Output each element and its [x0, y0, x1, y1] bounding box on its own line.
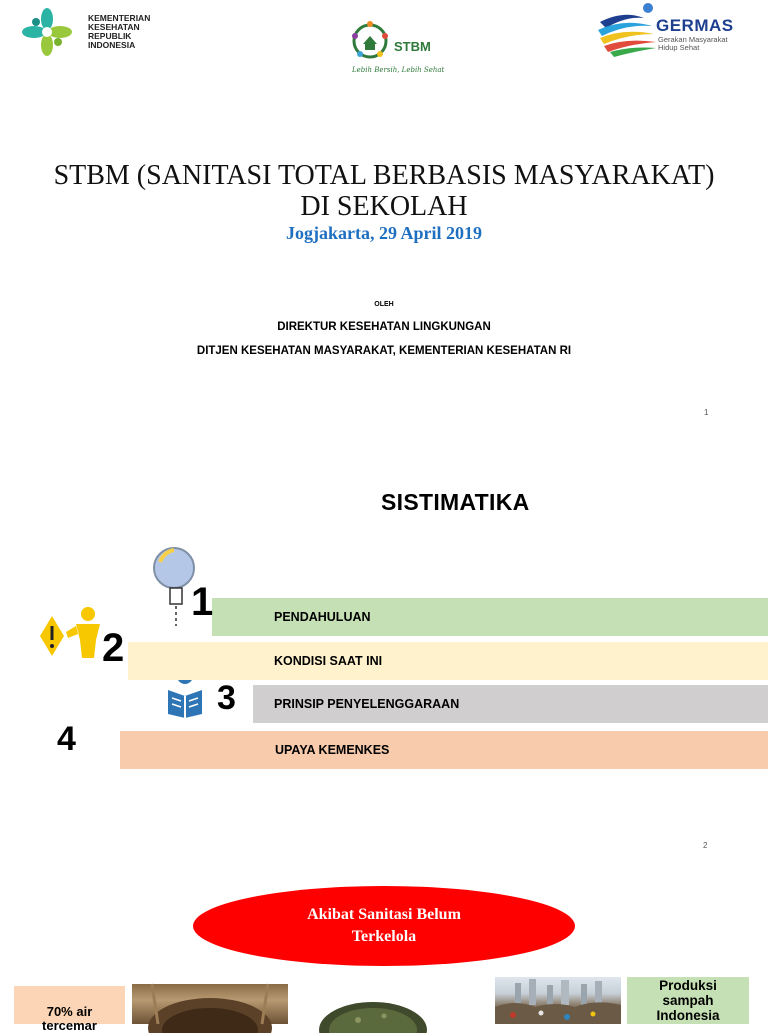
agenda-number-1: 1	[191, 580, 214, 624]
dish-photo-image	[318, 1000, 428, 1024]
agenda-item-prinsip: PRINSIP PENYELENGGARAAN	[253, 685, 768, 723]
agenda-number-3: 3	[217, 679, 236, 717]
well-photo-image	[132, 984, 288, 1024]
agenda-item-pendahuluan: PENDAHULUAN	[212, 598, 768, 636]
agenda-number-2: 2	[102, 626, 125, 670]
slide-title-line-2: DI SEKOLAH	[300, 191, 468, 222]
stbm-emblem-icon	[352, 21, 388, 57]
agenda-number-4: 4	[57, 720, 76, 758]
slide-date: Jogjakarta, 29 April 2019	[286, 223, 482, 243]
by-label: OLEH	[374, 301, 394, 308]
germas-logo	[596, 0, 658, 58]
agenda-item-upaya: UPAYA KEMENKES	[120, 731, 768, 769]
sistematika-title: SISTIMATIKA	[381, 489, 530, 515]
author-line-1: DIREKTUR KESEHATAN LINGKUNGAN	[277, 321, 491, 333]
polluted-water-text: 70% air tercemar	[42, 1004, 97, 1033]
person-warning-icon	[38, 606, 104, 662]
stbm-wordmark: STBM	[394, 39, 431, 54]
germas-wordmark: GERMAS	[656, 16, 734, 35]
kemenkes-leaf-icon	[22, 8, 72, 56]
page-number-2: 2	[703, 841, 708, 850]
red-callout-text: Akibat Sanitasi Belum Terkelola	[307, 906, 461, 945]
germas-subtitle: Gerakan Masyarakat Hidup Sehat	[658, 35, 728, 52]
slide-title-line-1: STBM (SANITASI TOTAL BERBASIS MASYARAKAT)	[53, 160, 715, 191]
germas-swoosh-icon	[598, 3, 656, 57]
author-line-2: DITJEN KESEHATAN MASYARAKAT, KEMENTERIAN KESEHATAN RI	[196, 345, 572, 357]
page-number-1: 1	[704, 408, 709, 417]
stbm-tagline: Lebih Bersih, Lebih Sehat	[352, 66, 445, 74]
kemenkes-wordmark: KEMENTERIAN KESEHATAN REPUBLIK INDONESIA	[88, 13, 151, 50]
waste-production-text: Produksi sampah Indonesia	[656, 978, 720, 1023]
garbage-photo	[495, 977, 621, 1024]
dish-photo	[318, 1000, 428, 1024]
garbage-photo-image	[495, 977, 621, 1024]
well-photo	[132, 984, 288, 1024]
agenda-item-kondisi: KONDISI SAAT INI	[128, 642, 768, 680]
